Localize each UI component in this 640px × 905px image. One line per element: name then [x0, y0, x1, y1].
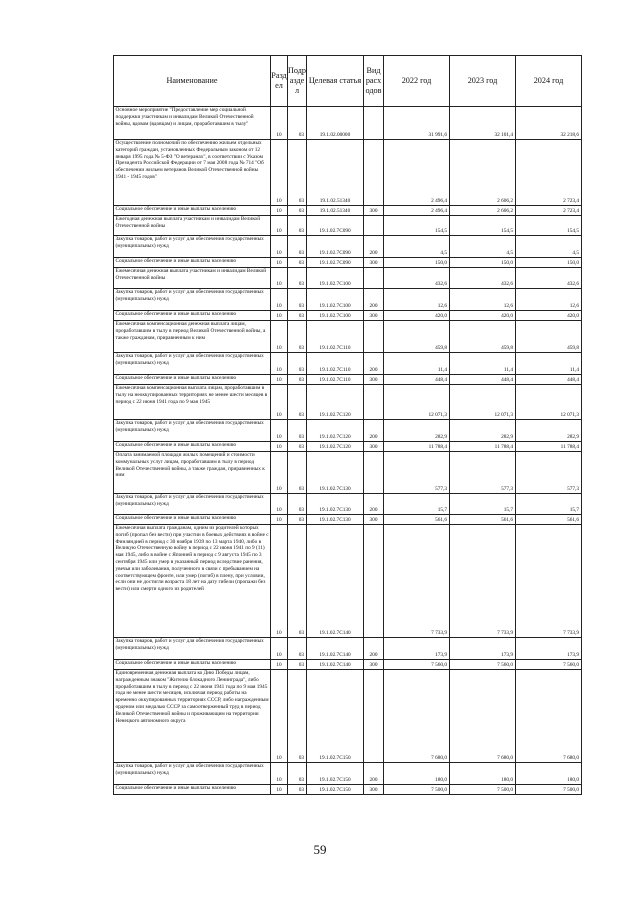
cell-2024: 180,0: [516, 763, 582, 785]
cell-expense-type: [364, 216, 384, 236]
cell-expense-type: 300: [364, 442, 384, 452]
cell-name: Оплата занимаемой площади жилых помещений и стоимости коммунальных услуг лицам, проработавшим в тылу в период Великой Отечественной войны, а также граждан, приравненных к ним: [114, 452, 271, 494]
cell-2023: 180,0: [450, 763, 516, 785]
cell-2023: 561,6: [450, 515, 516, 525]
table-row: [114, 107, 582, 140]
cell-article: 19.1.02.7C100: [307, 289, 364, 311]
cell-2024: 4,5: [516, 236, 582, 258]
cell-article: 19.1.02.7C140: [307, 660, 364, 670]
cell-section: 10: [271, 268, 288, 289]
cell-article: 19.1.02.7C150: [307, 763, 364, 785]
cell-2022: 11 788,4: [384, 442, 450, 452]
table-row: [114, 515, 582, 525]
header-subsection: Подр азде л: [288, 56, 307, 107]
cell-article: 19.1.02.7C150: [307, 785, 364, 795]
cell-article: 19.1.02.7C090: [307, 236, 364, 258]
cell-name: Социальное обеспечение и иные выплаты населению: [114, 375, 271, 385]
table-row: [114, 785, 582, 795]
cell-2023: 448,4: [450, 375, 516, 385]
cell-article: 19.1.02.7C120: [307, 420, 364, 442]
cell-article: 19.1.02.7C140: [307, 638, 364, 660]
cell-name: Социальное обеспечение и иные выплаты населению: [114, 311, 271, 321]
cell-2024: 2 723,4: [516, 206, 582, 216]
cell-2023: 2 606,2: [450, 206, 516, 216]
table-row: [114, 311, 582, 321]
header-2022: 2022 год: [384, 56, 450, 107]
cell-2024: 420,0: [516, 311, 582, 321]
cell-article: 19.1.02.00000: [307, 107, 364, 140]
cell-subsection: 03: [288, 638, 307, 660]
cell-2023: 154,5: [450, 216, 516, 236]
cell-2023: 150,0: [450, 258, 516, 268]
cell-section: 10: [271, 107, 288, 140]
cell-article: 19.1.02.7C150: [307, 670, 364, 763]
cell-2023: 432,6: [450, 268, 516, 289]
header-name: Наименование: [114, 56, 271, 107]
table-row: [114, 289, 582, 311]
cell-2022: 15,7: [384, 494, 450, 515]
cell-section: 10: [271, 353, 288, 375]
cell-expense-type: 200: [364, 236, 384, 258]
header-expense-type: Вид расх одов: [364, 56, 384, 107]
cell-2024: 11 788,4: [516, 442, 582, 452]
cell-article: 19.1.02.7C140: [307, 525, 364, 638]
cell-2024: 15,7: [516, 494, 582, 515]
table-row: [114, 763, 582, 785]
cell-subsection: 03: [288, 311, 307, 321]
cell-2023: 7 500,0: [450, 785, 516, 795]
cell-2024: 150,0: [516, 258, 582, 268]
cell-section: 10: [271, 638, 288, 660]
cell-section: 10: [271, 515, 288, 525]
cell-expense-type: 300: [364, 785, 384, 795]
table-header: [114, 56, 582, 107]
cell-expense-type: 300: [364, 311, 384, 321]
cell-name: Закупка товаров, работ и услуг для обеспечения государственных (муниципальных) нужд: [114, 353, 271, 375]
cell-2023: 15,7: [450, 494, 516, 515]
cell-2022: 11,4: [384, 353, 450, 375]
cell-section: 10: [271, 311, 288, 321]
cell-name: Социальное обеспечение и иные выплаты населению: [114, 442, 271, 452]
cell-section: 10: [271, 216, 288, 236]
table-row: [114, 452, 582, 494]
cell-expense-type: [364, 670, 384, 763]
cell-2024: 7 500,0: [516, 785, 582, 795]
cell-2022: 12,6: [384, 289, 450, 311]
cell-2023: 577,3: [450, 452, 516, 494]
cell-section: 10: [271, 660, 288, 670]
cell-subsection: 03: [288, 321, 307, 353]
cell-subsection: 03: [288, 515, 307, 525]
cell-2023: 7 733,9: [450, 525, 516, 638]
cell-2022: 31 991,6: [384, 107, 450, 140]
cell-2022: 420,0: [384, 311, 450, 321]
cell-2022: 577,3: [384, 452, 450, 494]
table-row: [114, 660, 582, 670]
cell-2023: 12 071,3: [450, 385, 516, 420]
cell-article: 19.1.02.7C100: [307, 268, 364, 289]
cell-2022: 2 496,4: [384, 140, 450, 206]
cell-2022: 154,5: [384, 216, 450, 236]
cell-article: 19.1.02.7C090: [307, 258, 364, 268]
cell-name: Ежегодная денежная выплата участникам и инвалидам Великой Отечественной войны: [114, 216, 271, 236]
cell-article: 19.1.02.7C130: [307, 494, 364, 515]
cell-expense-type: 200: [364, 353, 384, 375]
cell-2024: 577,3: [516, 452, 582, 494]
cell-article: 19.1.02.7C110: [307, 353, 364, 375]
cell-name: Ежемесячная компенсационная выплата лицам, проработавшим в тылу на неоккупированных территориях не менее шести месяцев в период с 22 июня 1941 года по 9 мая 1945: [114, 385, 271, 420]
table-row: [114, 321, 582, 353]
cell-subsection: 03: [288, 420, 307, 442]
cell-2023: 282,9: [450, 420, 516, 442]
cell-expense-type: 200: [364, 638, 384, 660]
cell-subsection: 03: [288, 763, 307, 785]
cell-2023: 12,6: [450, 289, 516, 311]
cell-subsection: 03: [288, 206, 307, 216]
cell-2023: 4,5: [450, 236, 516, 258]
cell-name: Единовременная денежная выплата ко Дню Победы лицам, награжденным знаком "Жителю блокадного Ленинграда", либо проработавшим в тылу в период с 22 июня 1941 года по 9 мая 1945 года не менее шести месяцев, исключая период работы на временно оккупированных территориях СССР, либо награжденным орденом или медалью СССР за самоотверженный труд в период Великой Отечественной войны и проживающим на территории Ненецкого автономного округа: [114, 670, 271, 763]
cell-subsection: 03: [288, 785, 307, 795]
header-2024: 2024 год: [516, 56, 582, 107]
cell-2024: 459,8: [516, 321, 582, 353]
cell-2023: 11,4: [450, 353, 516, 375]
cell-expense-type: [364, 321, 384, 353]
cell-2023: 7 560,0: [450, 660, 516, 670]
cell-2022: 173,9: [384, 638, 450, 660]
cell-section: 10: [271, 236, 288, 258]
cell-2024: 7 560,0: [516, 660, 582, 670]
cell-article: 19.1.02.7C130: [307, 515, 364, 525]
cell-article: 19.1.02.7C120: [307, 385, 364, 420]
cell-2023: 420,0: [450, 311, 516, 321]
cell-2022: 150,0: [384, 258, 450, 268]
cell-name: Ежемесячная выплата гражданам, одним из родителей которых погиб (пропал без вести) при участии в боевых действиях в войне с Финляндией в период с 30 ноября 1939 по 13 марта 1940, либо в Великую Отечественную войну в период с 22 июня 1941 по 9 (11) мая 1945, либо в войне с Японией в период с 9 августа 1945 по 3 сентября 1945 или умер в указанный период вследствие ранения, увечья или заболевания, полученного в связи с пребыванием на соответствующем фронте, или умер (погиб) в плену, при условии, если они не достигли возраста 18 лет на дату гибели (пропажи без вести) или смерти одного из родителей: [114, 525, 271, 638]
cell-2022: 2 496,4: [384, 206, 450, 216]
cell-section: 10: [271, 670, 288, 763]
cell-2023: 459,8: [450, 321, 516, 353]
cell-expense-type: 200: [364, 763, 384, 785]
cell-2024: 7 680,0: [516, 670, 582, 763]
cell-2022: 448,4: [384, 375, 450, 385]
cell-name: Социальное обеспечение и иные выплаты населению: [114, 660, 271, 670]
cell-name: Закупка товаров, работ и услуг для обеспечения государственных (муниципальных) нужд: [114, 236, 271, 258]
table-row: [114, 385, 582, 420]
cell-expense-type: 300: [364, 660, 384, 670]
cell-expense-type: 300: [364, 375, 384, 385]
header-row: [114, 56, 582, 107]
cell-article: 19.1.02.51340: [307, 140, 364, 206]
cell-2024: 282,9: [516, 420, 582, 442]
cell-expense-type: 200: [364, 420, 384, 442]
cell-2022: 12 071,3: [384, 385, 450, 420]
cell-subsection: 03: [288, 375, 307, 385]
cell-2022: 561,6: [384, 515, 450, 525]
cell-name: Социальное обеспечение и иные выплаты населению: [114, 785, 271, 795]
cell-2023: 2 606,2: [450, 140, 516, 206]
cell-name: Закупка товаров, работ и услуг для обеспечения государственных (муниципальных) нужд: [114, 289, 271, 311]
cell-expense-type: [364, 107, 384, 140]
cell-2022: 4,5: [384, 236, 450, 258]
cell-section: 10: [271, 258, 288, 268]
budget-table: [113, 55, 582, 795]
cell-name: Ежемесячная денежная выплата участникам и инвалидам Великой Отечественной войны: [114, 268, 271, 289]
cell-expense-type: [364, 268, 384, 289]
cell-subsection: 03: [288, 353, 307, 375]
header-section: Разд ел: [271, 56, 288, 107]
cell-2022: 7 680,0: [384, 670, 450, 763]
header-article: Целевая статья: [307, 56, 364, 107]
cell-2024: 11,4: [516, 353, 582, 375]
cell-subsection: 03: [288, 216, 307, 236]
cell-expense-type: 200: [364, 494, 384, 515]
cell-subsection: 03: [288, 452, 307, 494]
cell-2024: 154,5: [516, 216, 582, 236]
cell-section: 10: [271, 321, 288, 353]
cell-name: Социальное обеспечение и иные выплаты населению: [114, 515, 271, 525]
cell-2022: 180,0: [384, 763, 450, 785]
table-row: [114, 236, 582, 258]
table-row: [114, 258, 582, 268]
cell-2024: 2 723,4: [516, 140, 582, 206]
cell-name: Закупка товаров, работ и услуг для обеспечения государственных (муниципальных) нужд: [114, 494, 271, 515]
cell-subsection: 03: [288, 442, 307, 452]
page-number: 59: [313, 842, 327, 857]
cell-subsection: 03: [288, 525, 307, 638]
cell-article: 19.1.02.7C120: [307, 442, 364, 452]
table-row: [114, 375, 582, 385]
cell-section: 10: [271, 785, 288, 795]
cell-name: Ежемесячная компенсационная денежная выплата лицам, проработавшим в тылу в период Великой Отечественной войны, а также гражданам, приравненным к ним: [114, 321, 271, 353]
cell-2024: 7 733,9: [516, 525, 582, 638]
cell-subsection: 03: [288, 494, 307, 515]
cell-section: 10: [271, 452, 288, 494]
cell-subsection: 03: [288, 258, 307, 268]
cell-2024: 448,4: [516, 375, 582, 385]
cell-expense-type: 300: [364, 258, 384, 268]
cell-expense-type: [364, 525, 384, 638]
table-row: [114, 525, 582, 638]
table-row: [114, 494, 582, 515]
cell-article: 19.1.02.7C130: [307, 452, 364, 494]
cell-expense-type: [364, 140, 384, 206]
cell-2023: 11 788,4: [450, 442, 516, 452]
cell-section: 10: [271, 140, 288, 206]
cell-section: 10: [271, 763, 288, 785]
cell-section: 10: [271, 494, 288, 515]
cell-subsection: 03: [288, 670, 307, 763]
cell-name: Осуществление полномочий по обеспечению жильем отдельных категорий граждан, установленных Федеральным законом от 12 января 1995 года № 5-ФЗ "О ветеранах", в соответствии с Указом Президента Российской Федерации от 7 мая 2008 года № 714 "Об обеспечении жильем ветеранов Великой Отечественной войны 1941 - 1945 годов": [114, 140, 271, 206]
header-2023: 2023 год: [450, 56, 516, 107]
cell-2022: 459,8: [384, 321, 450, 353]
cell-section: 10: [271, 385, 288, 420]
cell-name: Основное мероприятие "Предоставление мер социальной поддержки участникам и инвалидам Великой Отечественной войны, вдовам (вдовцам) и лицам, проработавшим в тылу": [114, 107, 271, 140]
cell-2022: 7 733,9: [384, 525, 450, 638]
table-row: [114, 420, 582, 442]
cell-2024: 561,6: [516, 515, 582, 525]
cell-subsection: 03: [288, 660, 307, 670]
cell-section: 10: [271, 420, 288, 442]
table-body: [114, 107, 582, 795]
cell-2023: 32 101,4: [450, 107, 516, 140]
table-row: [114, 268, 582, 289]
cell-2024: 12,6: [516, 289, 582, 311]
cell-section: 10: [271, 442, 288, 452]
cell-2024: 32 218,6: [516, 107, 582, 140]
cell-2022: 282,9: [384, 420, 450, 442]
cell-subsection: 03: [288, 236, 307, 258]
cell-name: Закупка товаров, работ и услуг для обеспечения государственных (муниципальных) нужд: [114, 420, 271, 442]
cell-2023: 173,9: [450, 638, 516, 660]
cell-subsection: 03: [288, 140, 307, 206]
cell-article: 19.1.02.7C090: [307, 216, 364, 236]
cell-2024: 432,6: [516, 268, 582, 289]
cell-2024: 173,9: [516, 638, 582, 660]
cell-name: Социальное обеспечение и иные выплаты населению: [114, 206, 271, 216]
cell-article: 19.1.02.51340: [307, 206, 364, 216]
cell-name: Закупка товаров, работ и услуг для обеспечения государственных (муниципальных) нужд: [114, 638, 271, 660]
table-row: [114, 638, 582, 660]
cell-subsection: 03: [288, 268, 307, 289]
cell-2022: 7 500,0: [384, 785, 450, 795]
table-row: [114, 353, 582, 375]
table-row: [114, 216, 582, 236]
cell-expense-type: [364, 385, 384, 420]
cell-2022: 7 560,0: [384, 660, 450, 670]
cell-section: 10: [271, 375, 288, 385]
cell-subsection: 03: [288, 385, 307, 420]
cell-section: 10: [271, 206, 288, 216]
cell-2023: 7 680,0: [450, 670, 516, 763]
cell-expense-type: 200: [364, 289, 384, 311]
cell-subsection: 03: [288, 107, 307, 140]
cell-article: 19.1.02.7C110: [307, 321, 364, 353]
table-row: [114, 442, 582, 452]
cell-expense-type: 300: [364, 515, 384, 525]
cell-article: 19.1.02.7C100: [307, 311, 364, 321]
cell-section: 10: [271, 525, 288, 638]
cell-article: 19.1.02.7C110: [307, 375, 364, 385]
cell-subsection: 03: [288, 289, 307, 311]
cell-name: Социальное обеспечение и иные выплаты населению: [114, 258, 271, 268]
cell-expense-type: 300: [364, 206, 384, 216]
cell-name: Закупка товаров, работ и услуг для обеспечения государственных (муниципальных) нужд: [114, 763, 271, 785]
table-row: [114, 140, 582, 206]
table-row: [114, 206, 582, 216]
table-row: [114, 670, 582, 763]
cell-section: 10: [271, 289, 288, 311]
cell-expense-type: [364, 452, 384, 494]
cell-2022: 432,6: [384, 268, 450, 289]
cell-2024: 12 071,3: [516, 385, 582, 420]
